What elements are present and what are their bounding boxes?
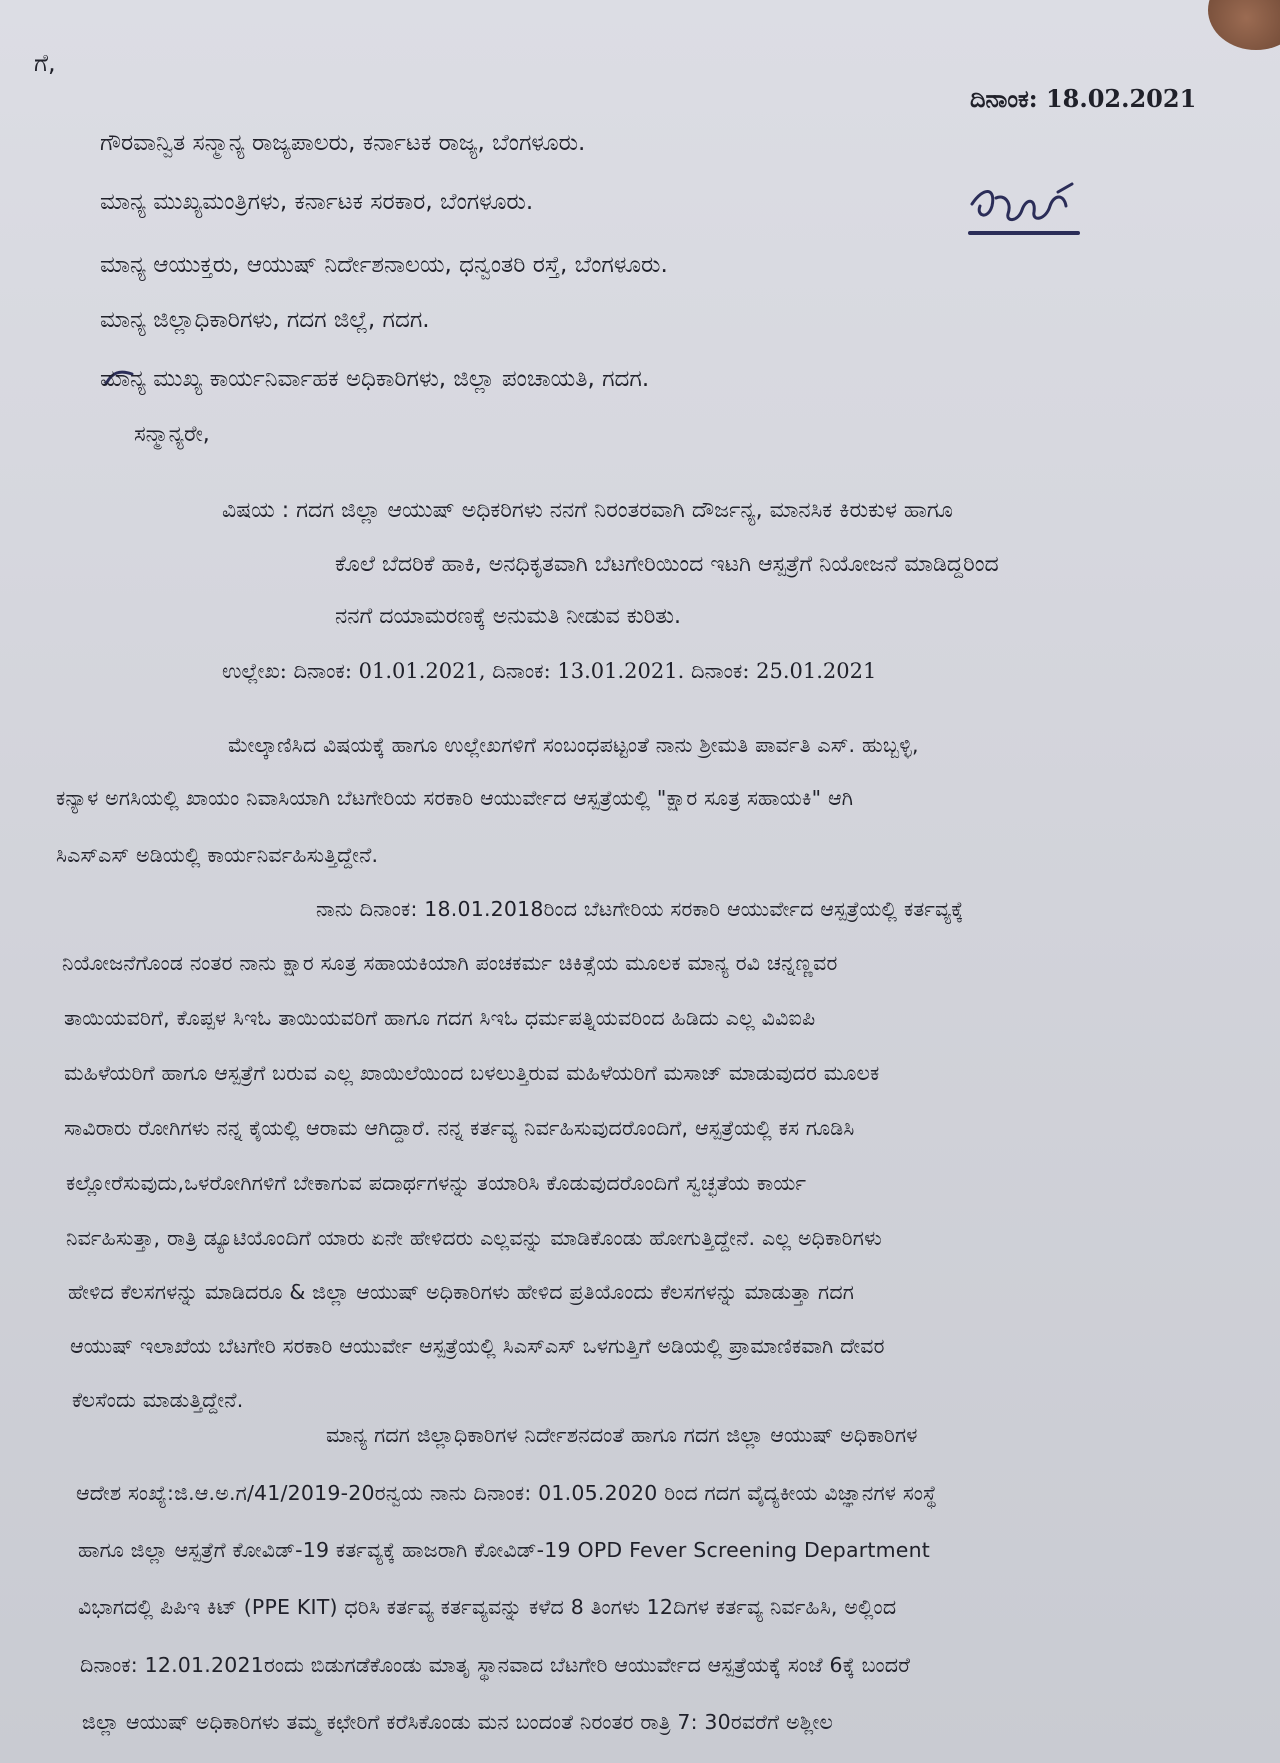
addressee-2: ಮಾನ್ಯ ಮುಖ್ಯಮಂತ್ರಿಗಳು, ಕರ್ನಾಟಕ ಸರಕಾರ, ಬೆಂಗಳೂರು. — [100, 189, 534, 215]
subject-line-1: ವಿಷಯ : ಗದಗ ಜಿಲ್ಲಾ ಆಯುಷ್ ಅಧಿಕರಿಗಳು ನನಗೆ ನಿರಂತರವಾಗಿ ದೌರ್ಜನ್ಯ, ಮಾನಸಿಕ ಕಿರುಕುಳ ಹಾಗೂ — [222, 498, 953, 523]
paragraph-line: ಮೇಲ್ಕಾಣಿಸಿದ ವಿಷಯಕ್ಕೆ ಹಾಗೂ ಉಲ್ಲೇಖಗಳಿಗೆ ಸಂಬಂಧಪಟ್ಟಂತೆ ನಾನು ಶ್ರೀಮತಿ ಪಾರ್ವತಿ ಎಸ್. ಹುಬ್ಬಳ್ಳಿ, — [228, 733, 919, 757]
addressee-5: ಮಾನ್ಯ ಮುಖ್ಯ ಕಾರ್ಯನಿರ್ವಾಹಕ ಅಧಿಕಾರಿಗಳು, ಜಿಲ್ಲಾ ಪಂಚಾಯತಿ, ಗದಗ. — [100, 366, 650, 392]
paragraph-line: ಸಾವಿರಾರು ರೋಗಿಗಳು ನನ್ನ ಕೈಯಲ್ಲಿ ಆರಾಮ ಆಗಿದ್ದಾರೆ. ನನ್ನ ಕರ್ತವ್ಯ ನಿರ್ವಹಿಸುವುದರೊಂದಿಗೆ, ಆಸ್ಪತ್ರೆಯಲ್ಲಿ ಕಸ ಗೂಡಿಸಿ — [64, 1116, 855, 1140]
paragraph-line: ಕಲ್ಲೋರೆಸುವುದು,ಒಳರೋಗಿಗಳಿಗೆ ಬೇಕಾಗುವ ಪದಾರ್ಥಗಳನ್ನು ತಯಾರಿಸಿ ಕೊಡುವುದರೊಂದಿಗೆ ಸ್ವಚ್ಛತೆಯ ಕಾರ್ಯ — [66, 1171, 807, 1195]
paragraph-line: ಮಾನ್ಯ ಗದಗ ಜಿಲ್ಲಾಧಿಕಾರಿಗಳ ನಿರ್ದೇಶನದಂತೆ ಹಾಗೂ ಗದಗ ಜಿಲ್ಲಾ ಆಯುಷ್ ಅಧಿಕಾರಿಗಳ — [326, 1423, 918, 1447]
subject-line-2: ಕೊಲೆ ಬೆದರಿಕೆ ಹಾಕಿ, ಅನಧಿಕೃತವಾಗಿ ಬೆಟಗೇರಿಯಿಂದ ಇಟಗಿ ಆಸ್ಪತ್ರೆಗೆ ನಿಯೋಜನೆ ಮಾಡಿದ್ದರಿಂದ — [335, 552, 999, 577]
signature-underline — [968, 231, 1080, 235]
paragraph-line: ಹೇಳಿದ ಕೆಲಸಗಳನ್ನು ಮಾಡಿದರೂ & ಜಿಲ್ಲಾ ಆಯುಷ್ ಅಧಿಕಾರಿಗಳು ಹೇಳಿದ ಪ್ರತಿಯೊಂದು ಕೆಲಸಗಳನ್ನು ಮಾಡುತ್ತಾ ಗದಗ — [68, 1280, 855, 1304]
paragraph-line: ಮಹಿಳೆಯರಿಗೆ ಹಾಗೂ ಆಸ್ಪತ್ರೆಗೆ ಬರುವ ಎಲ್ಲ ಖಾಯಿಲೆಯಿಂದ ಬಳಲುತ್ತಿರುವ ಮಹಿಳೆಯರಿಗೆ ಮಸಾಜ್ ಮಾಡುವುದರ ಮೂಲಕ — [64, 1061, 880, 1085]
addressee-4: ಮಾನ್ಯ ಜಿಲ್ಲಾಧಿಕಾರಿಗಳು, ಗದಗ ಜಿಲ್ಲೆ, ಗದಗ. — [100, 307, 430, 333]
reference-line: ಉಲ್ಲೇಖ: ದಿನಾಂಕ: 01.01.2021, ದಿನಾಂಕ: 13.01.2021. ದಿನಾಂಕ: 25.01.2021 — [222, 659, 877, 683]
paragraph-line: ಕೆಲಸೆಂದು ಮಾಡುತ್ತಿದ್ದೇನೆ. — [72, 1388, 244, 1412]
paragraph-line: ಕನ್ಯಾಳ ಅಗಸಿಯಲ್ಲಿ ಖಾಯಂ ನಿವಾಸಿಯಾಗಿ ಬೆಟಗೇರಿಯ ಸರಕಾರಿ ಆಯುರ್ವೇದ ಆಸ್ಪತ್ರೆಯಲ್ಲಿ "ಕ್ಷಾರ ಸೂತ್ರ ಸಹಾಯಕಿ" ಆಗಿ — [56, 786, 854, 810]
addressee-3: ಮಾನ್ಯ ಆಯುಕ್ತರು, ಆಯುಷ್ ನಿರ್ದೇಶನಾಲಯ, ಧನ್ವಂತರಿ ರಸ್ತೆ, ಬೆಂಗಳೂರು. — [100, 252, 668, 278]
paragraph-line: ಸಿಎಸ್‌ಎಸ್ ಅಡಿಯಲ್ಲಿ ಕಾರ್ಯನಿರ್ವಹಿಸುತ್ತಿದ್ದೇನೆ. — [56, 843, 379, 867]
paragraph-line: ದಿನಾಂಕ: 12.01.2021ರಂದು ಬಿಡುಗಡೆಕೊಂಡು ಮಾತೃ ಸ್ಥಾನವಾದ ಬೆಟಗೇರಿ ಆಯುರ್ವೇದ ಆಸ್ಪತ್ರೆಯಕ್ಕೆ ಸಂಜೆ 6ಕ್ಕೆ ಬಂದರೆ — [80, 1653, 911, 1677]
salutation: ಸನ್ಮಾನ್ಯರೇ, — [134, 422, 210, 447]
paragraph-line: ತಾಯಿಯವರಿಗೆ, ಕೊಪ್ಪಳ ಸಿಇಓ ತಾಯಿಯವರಿಗೆ ಹಾಗೂ ಗದಗ ಸಿಇಓ ಧರ್ಮಪತ್ನಿಯವರಿಂದ ಹಿಡಿದು ಎಲ್ಲ ವಿವಿಐಪಿ — [64, 1006, 816, 1030]
paragraph-line: ಜಿಲ್ಲಾ ಆಯುಷ್ ಅಧಿಕಾರಿಗಳು ತಮ್ಮ ಕಛೇರಿಗೆ ಕರೆಸಿಕೊಂಡು ಮನ ಬಂದಂತೆ ನಿರಂತರ ರಾತ್ರಿ 7: 30ರವರೆಗೆ ಅಶ್ಲೀಲ — [82, 1710, 833, 1734]
addressee-prefix: ಗೆ, — [34, 49, 56, 77]
letter-date: ದಿನಾಂಕ: 18.02.2021 — [970, 84, 1197, 113]
paragraph-line: ವಿಭಾಗದಲ್ಲಿ ಪಿಪಿಇ ಕಿಟ್ (PPE KIT) ಧರಿಸಿ ಕರ್ತವ್ಯ ಕರ್ತವ್ಯವನ್ನು ಕಳೆದ 8 ತಿಂಗಳು 12ದಿಗಳ ಕರ್ತವ್ಯ ನಿರ್ವಹಿಸಿ, ಅಲ್ಲಿಂದ — [78, 1595, 897, 1619]
paragraph-line: ನಿಯೋಜನೆಗೊಂಡ ನಂತರ ನಾನು ಕ್ಷಾರ ಸೂತ್ರ ಸಹಾಯಕಿಯಾಗಿ ಪಂಚಕರ್ಮ ಚಿಕಿತ್ಸೆಯ ಮೂಲಕ ಮಾನ್ಯ ರವಿ ಚನ್ನಣ್ಣವರ — [62, 951, 838, 975]
paragraph-line: ಆಯುಷ್ ಇಲಾಖೆಯ ಬೆಟಗೇರಿ ಸರಕಾರಿ ಆಯುರ್ವೇ ಆಸ್ಪತ್ರೆಯಲ್ಲಿ ಸಿಎಸ್‌ಎಸ್ ಒಳಗುತ್ತಿಗೆ ಅಡಿಯಲ್ಲಿ ಪ್ರಾಮಾಣಿಕವಾಗಿ ದೇವರ — [70, 1334, 885, 1358]
subject-line-3: ನನಗೆ ದಯಾಮರಣಕ್ಕೆ ಅನುಮತಿ ನೀಡುವ ಕುರಿತು. — [335, 604, 681, 629]
paragraph-line: ನಾನು ದಿನಾಂಕ: 18.01.2018ರಿಂದ ಬೆಟಗೇರಿಯ ಸರಕಾರಿ ಆಯುರ್ವೇದ ಆಸ್ಪತ್ರೆಯಲ್ಲಿ ಕರ್ತವ್ಯಕ್ಕೆ — [316, 897, 964, 921]
handwritten-signature — [966, 176, 1086, 246]
addressee-1: ಗೌರವಾನ್ವಿತ ಸನ್ಮಾನ್ಯ ರಾಜ್ಯಪಾಲರು, ಕರ್ನಾಟಕ ರಾಜ್ಯ, ಬೆಂಗಳೂರು. — [100, 130, 586, 156]
paragraph-line: ಆದೇಶ ಸಂಖ್ಯೆ:ಜಿ.ಆ.ಅ.ಗ/41/2019-20ರನ್ವಯ ನಾನು ದಿನಾಂಕ: 01.05.2020 ರಿಂದ ಗದಗ ವೈದ್ಯಕೀಯ ವಿಜ್ಞಾನಗಳ ಸಂಸ್ಥೆ — [76, 1481, 937, 1505]
finger-shadow — [1208, 0, 1280, 50]
paragraph-line: ನಿರ್ವಹಿಸುತ್ತಾ, ರಾತ್ರಿ ಡ್ಯೂಟಿಯೊಂದಿಗೆ ಯಾರು ಏನೇ ಹೇಳಿದರು ಎಲ್ಲವನ್ನು ಮಾಡಿಕೊಂಡು ಹೋಗುತ್ತಿದ್ದೇನೆ. ಎಲ್ಲ ಅಧಿಕಾರಿಗಳು — [66, 1226, 882, 1250]
paragraph-line: ಹಾಗೂ ಜಿಲ್ಲಾ ಆಸ್ಪತ್ರೆಗೆ ಕೋವಿಡ್-19 ಕರ್ತವ್ಯಕ್ಕೆ ಹಾಜರಾಗಿ ಕೋವಿಡ್-19 OPD Fever Screening Department — [78, 1538, 931, 1562]
